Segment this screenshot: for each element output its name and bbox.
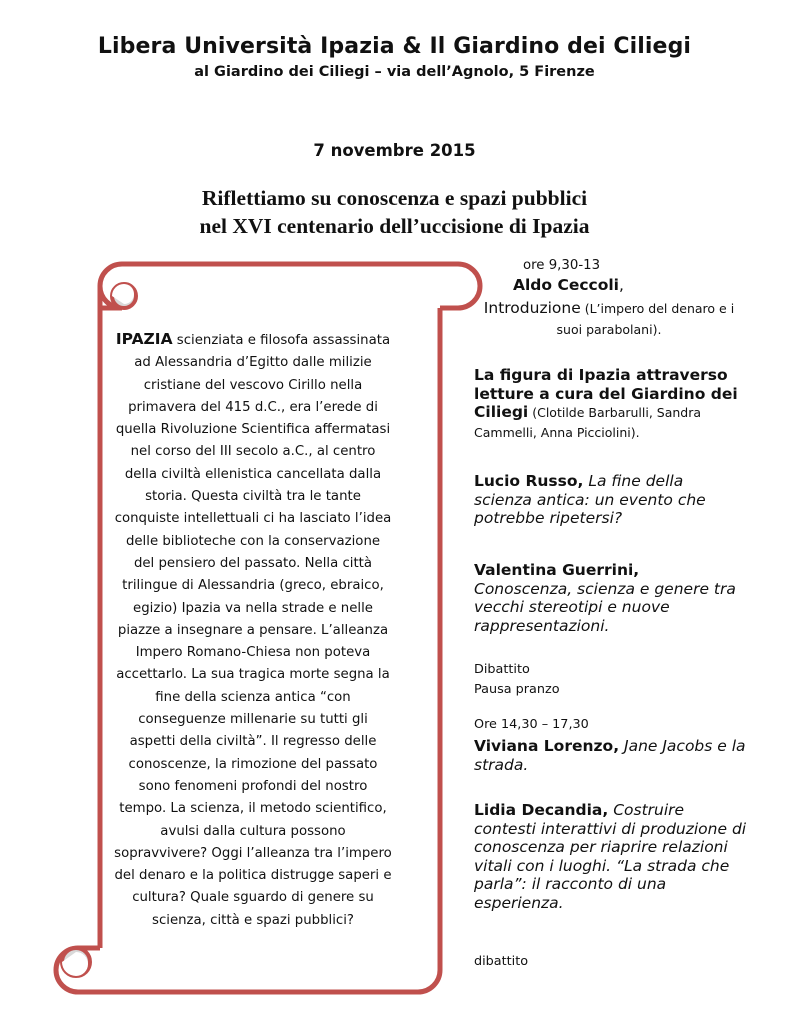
headline-line-2: nel XVI centenario dell’uccisione di Ipazia: [199, 214, 590, 238]
guerrini-block: [474, 561, 754, 635]
russo-block: [474, 472, 744, 528]
decandia-block: [474, 801, 749, 913]
dibattito-label: Dibattito: [474, 662, 530, 677]
comma: ,: [619, 276, 624, 294]
figura-note: (Clotilde Barbarulli, Sandra Cammelli, Anna Picciolini).: [474, 405, 702, 440]
speaker-name: Lidia Decandia,: [474, 801, 609, 819]
scroll-body: scienziata e filosofa assassinata ad Alessandria d’Egitto dalle milizie cristiane del vescovo Cirillo nella primavera del 415 d.C., era l’erede di quella Rivoluzione Scientifica affermatasi nel corso del III secolo a.C., al centro della civiltà ellenistica cancellata dalla storia. Questa civiltà tra le tante conquiste intellettuali ci ha lasciato l’idea delle biblioteche con la conservazione del pensiero del passato. Nella città trilingue di Alessandria (greco, ebraico, egizio) Ipazia va nella strade e nelle piazze a insegnare a pensare. L’alleanza Impero Romano-Chiesa non poteva accettarlo. La sua tragica morte segna la fine della scienza antica “con conseguenze millenarie su tutti gli aspetti della civiltà”. Il regresso delle conoscenze, la rimozione del passato sono fenomeni profondi del nostro tempo. La scienza, il metodo scientifico, avulsi dalla cultura possono sopravvivere? Oggi l’alleanza tra l’impero del denaro e la politica distrugge saperi e cultura? Quale sguardo di genere su scienza, città e spazi pubblici?: [114, 333, 392, 928]
afternoon-time: Ore 14,30 – 17,30: [474, 717, 589, 732]
talk-note: (L’impero del denaro e i suoi parabolani).: [556, 301, 735, 337]
scroll-text: [114, 328, 392, 932]
scroll-top-roll: [122, 264, 480, 308]
ceccoli-talk: [474, 298, 744, 340]
speaker-ceccoli: [513, 276, 753, 295]
page-subtitle: al Giardino dei Ciliegi – via dell’Agnolo, 5 Firenze: [194, 64, 595, 80]
talk-title: Conoscenza, scienza e genere tra vecchi stereotipi e nuove rappresentazioni.: [474, 579, 736, 635]
speaker-name: Valentina Guerrini,: [474, 561, 640, 579]
scroll-top-curl: [112, 284, 136, 308]
closing-dibattito: dibattito: [474, 954, 529, 969]
scroll-lead: IPAZIA: [115, 330, 173, 348]
headline-line-1: Riflettiamo su conoscenza e spazi pubblici: [201, 186, 588, 210]
speaker-name: Viviana Lorenzo,: [474, 737, 620, 755]
scroll-bottom-curl: [62, 948, 90, 976]
speaker-name: Aldo Ceccoli: [513, 276, 619, 294]
lorenzo-block: [474, 737, 754, 774]
figura-title: La figura di Ipazia attraverso letture a cura del Giardino dei Ciliegi: [474, 366, 738, 422]
speaker-name: Lucio Russo,: [474, 472, 584, 490]
talk-title: Jane Jacobs e la strada.: [474, 737, 746, 774]
morning-time: ore 9,30-13: [523, 258, 601, 273]
talk-title: Introduzione: [483, 299, 581, 317]
pausa-label: Pausa pranzo: [474, 682, 560, 697]
page-title: Libera Università Ipazia & Il Giardino dei Ciliegi: [97, 34, 692, 59]
figura-block: [474, 366, 754, 442]
talk-title: La fine della scienza antica: un evento che potrebbe ripetersi?: [474, 472, 706, 528]
event-date: 7 novembre 2015: [313, 141, 476, 160]
scroll-bottom-roll: [56, 948, 440, 992]
talk-title: Costruire contesti interattivi di produzione di conoscenza per riaprire relazioni vitali con i luoghi. “La strada che parla”: il racconto di una esperienza.: [474, 801, 747, 912]
